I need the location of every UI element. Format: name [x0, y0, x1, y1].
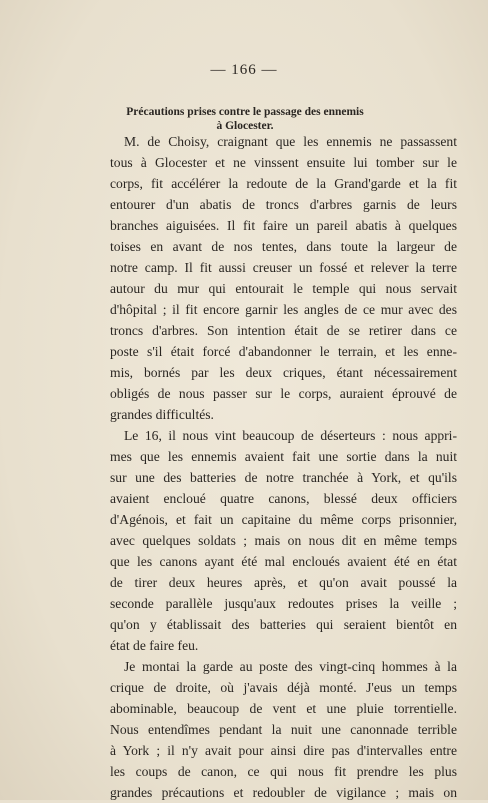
text-line: obligés de nous passer sur le corps, auraient éprouvé de	[110, 386, 457, 401]
text-line: qu'on y établissait des batteries qui seraient bientôt en	[110, 617, 457, 632]
text-line: avaient encloué quatre canons, blessé deux officiers	[110, 491, 457, 506]
text-line: autour du mur qui entourait le temple qui nous servait	[110, 281, 457, 296]
text-line: notre camp. Il fit aussi creuser un fossé et relever la terre	[110, 260, 457, 275]
text-line: corps, fit accélérer la redoute de la Grand'garde et la fit	[110, 176, 457, 191]
text-line: entourer d'un abatis de troncs d'arbres garnis de leurs	[110, 197, 457, 212]
text-line: Nous entendîmes pendant la nuit une canonnade terrible	[110, 722, 457, 737]
text-line: branches aiguisées. Il fit faire un pareil abatis à quelques	[110, 218, 457, 233]
text-line: que les canons ayant été mal encloués avaient été en état	[110, 554, 457, 569]
section-heading	[100, 105, 390, 133]
text-line: les coups de canon, ce qui nous fit prendre les plus	[110, 764, 457, 779]
text-line: grandes difficultés.	[110, 407, 214, 422]
text-line: avec quelques soldats ; mais on nous dit en même temps	[110, 533, 457, 548]
text-line: abominable, beaucoup de vent et une pluie torrentielle.	[110, 701, 457, 716]
text-line: à York ; il n'y avait pour ainsi dire pas d'intervalles entre	[110, 743, 457, 758]
text-line: mes que les ennemis avaient fait une sortie dans la nuit	[110, 449, 457, 464]
heading-line: Précautions prises contre le passage des ennemis	[126, 106, 364, 118]
text-line: crique de droite, où j'avais déjà monté. J'eus un temps	[110, 680, 457, 695]
text-line: poste s'il était forcé d'abandonner le terrain, et les enne-	[110, 344, 457, 359]
text-line: toises en avant de nos tentes, dans toute la largeur de	[110, 239, 457, 254]
text-line: M. de Choisy, craignant que les ennemis ne passassent	[124, 134, 457, 149]
text-line: d'Agénois, et fait un capitaine du même corps prisonnier,	[110, 512, 457, 527]
text-line: tous à Glocester et ne vinssent ensuite lui tomber sur le	[110, 155, 457, 170]
text-line: état de faire feu.	[110, 638, 199, 653]
text-line: troncs d'arbres. Son intention était de se retirer dans ce	[110, 323, 457, 338]
heading-line: à Glocester.	[216, 120, 274, 132]
text-line: de tirer deux heures après, et qu'on avait poussé la	[110, 575, 457, 590]
text-line: Le 16, il nous vint beaucoup de déserteurs : nous appri-	[124, 428, 457, 443]
text-line: grandes précautions et redoubler de vigilance ; mais on	[110, 785, 457, 800]
text-line: d'hôpital ; il fit encore garnir les angles de ce mur avec des	[110, 302, 457, 317]
page-number: — 166 —	[210, 62, 278, 78]
text-line: Je montai la garde au poste des vingt-cinq hommes à la	[124, 659, 457, 674]
body-text	[110, 131, 457, 803]
text-line: mis, bornés par les deux criques, étant nécessairement	[110, 365, 457, 380]
text-line: seconde parallèle jusqu'aux redoutes prises la veille ;	[110, 596, 457, 611]
text-line: sur une des batteries de notre tranchée à York, et qu'ils	[110, 470, 457, 485]
